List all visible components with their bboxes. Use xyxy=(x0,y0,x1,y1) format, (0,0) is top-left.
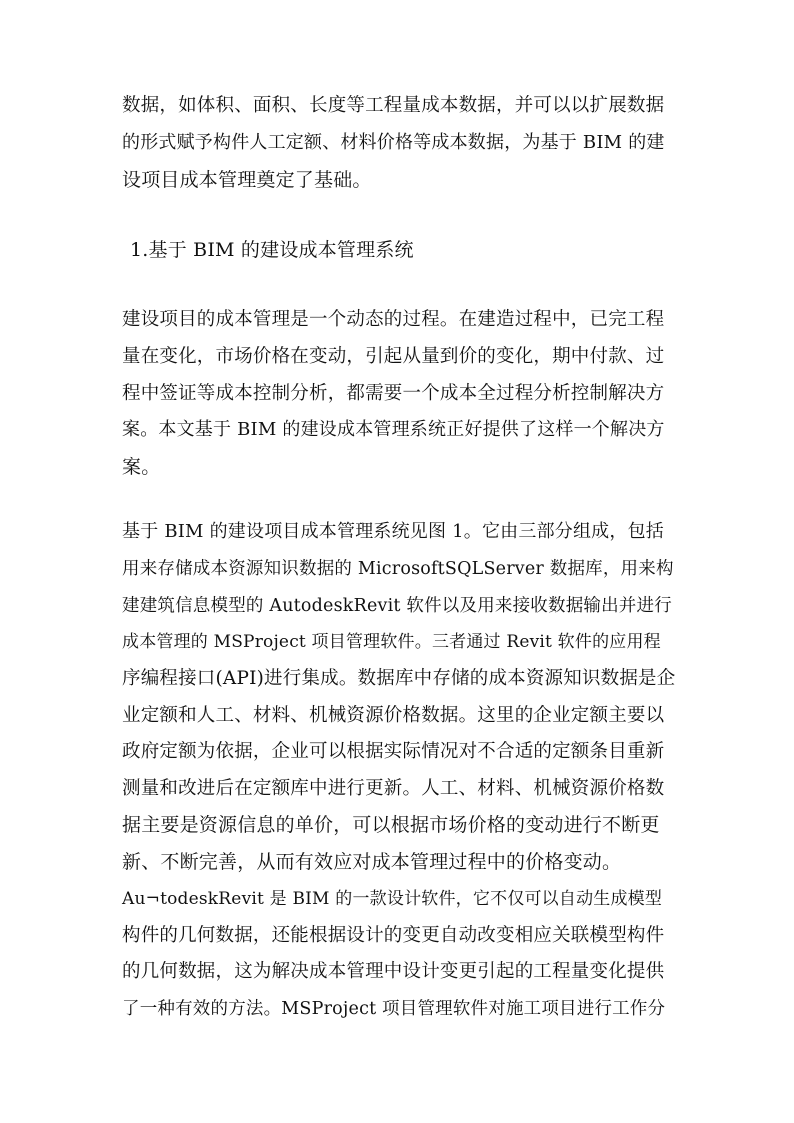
paragraph-3-line-6: 业定额和人工、材料、机械资源价格数据。这里的企业定额主要以 xyxy=(122,705,665,726)
paragraph-3-line-13: 的几何数据，这为解决成本管理中设计变更引起的工程量变化提供 xyxy=(122,961,665,982)
paragraph-3-line-14: 了一种有效的方法。MSProject 项目管理软件对施工项目进行工作分 xyxy=(122,999,666,1019)
paragraph-3-line-11: Au¬todeskRevit 是 BIM 的一款设计软件，它不仅可以自动生成模型 xyxy=(122,889,663,909)
paragraph-3-line-4: 成本管理的 MSProject 项目管理软件。三者通过 Revit 软件的应用程 xyxy=(122,632,661,652)
paragraph-3-line-10: 新、不断完善，从而有效应对成本管理过程中的价格变动。 xyxy=(122,851,622,873)
paragraph-2-line-3: 程中签证等成本控制分析，都需要一个成本全过程分析控制解决方 xyxy=(122,383,665,404)
paragraph-2-line-5: 案。 xyxy=(122,456,161,478)
section-heading: 1.基于 BIM 的建设成本管理系统 xyxy=(130,239,414,261)
paragraph-3-line-8: 测量和改进后在定额库中进行更新。人工、材料、机械资源价格数 xyxy=(122,778,665,799)
paragraph-2-line-4: 案。本文基于 BIM 的建设成本管理系统正好提供了这样一个解决方 xyxy=(122,419,665,440)
paragraph-3-line-9: 据主要是资源信息的单价，可以根据市场价格的变动进行不断更 xyxy=(122,814,660,836)
paragraph-1-line-3: 设项目成本管理奠定了基础。 xyxy=(122,169,372,191)
paragraph-3-line-5: 序编程接口(API)进行集成。数据库中存储的成本资源知识数据是企 xyxy=(122,668,676,689)
paragraph-3-line-2: 用来存储成本资源知识数据的 MicrosoftSQLServer 数据库，用来构 xyxy=(122,559,674,579)
paragraph-3-line-1: 基于 BIM 的建设项目成本管理系统见图 1。它由三部分组成，包括 xyxy=(122,521,664,542)
paragraph-2-line-2: 量在变化，市场价格在变动，引起从量到价的变化，期中付款、过 xyxy=(122,346,665,367)
paragraph-2-line-1: 建设项目的成本管理是一个动态的过程。在建造过程中，已完工程 xyxy=(122,309,665,330)
paragraph-3-line-7: 政府定额为依据，企业可以根据实际情况对不合适的定额条目重新 xyxy=(122,741,665,762)
paragraph-3-line-3: 建建筑信息模型的 AutodeskRevit 软件以及用来接收数据输出并进行 xyxy=(122,596,672,616)
paragraph-3-line-12: 构件的几何数据，还能根据设计的变更自动改变相应关联模型构件 xyxy=(122,925,665,946)
paragraph-1-line-2: 的形式赋予构件人工定额、材料价格等成本数据，为基于 BIM 的建 xyxy=(122,132,665,153)
paragraph-1-line-1: 数据，如体积、面积、长度等工程量成本数据，并可以以扩展数据 xyxy=(122,95,665,116)
